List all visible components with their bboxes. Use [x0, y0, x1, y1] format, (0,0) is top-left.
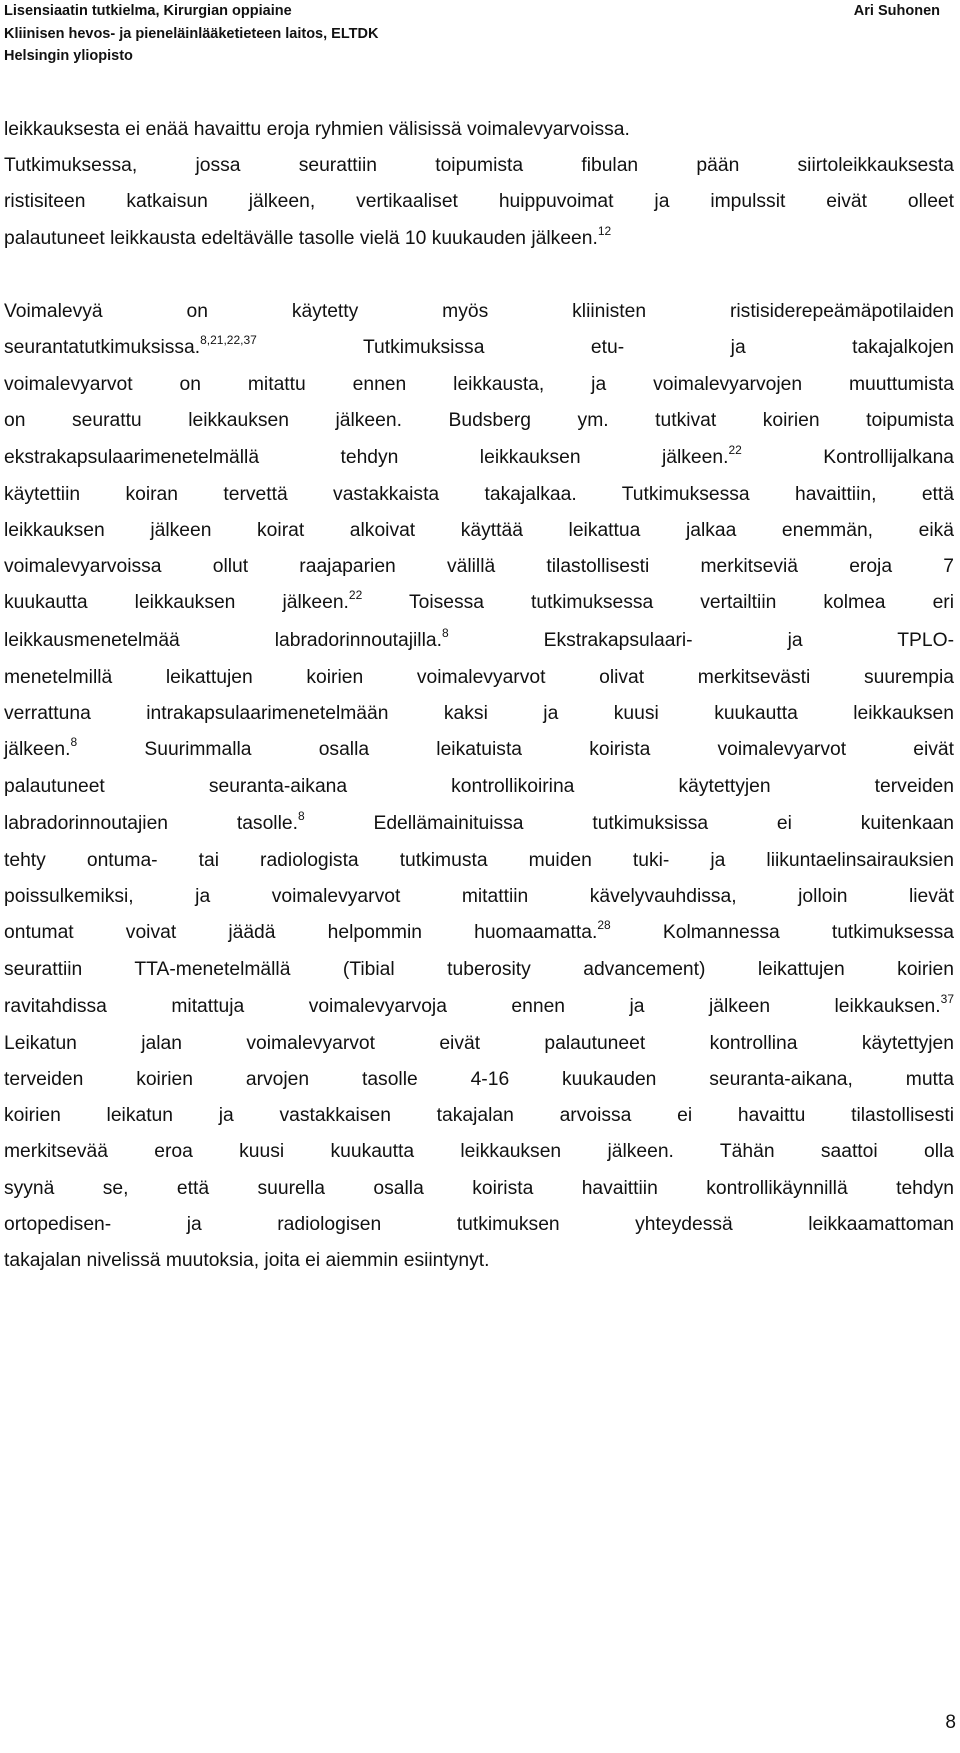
text-line	[4, 989, 954, 1026]
text-line: palautuneet seuranta-aikana kontrollikoirina käytettyjen terveiden	[4, 776, 954, 798]
text-line	[4, 806, 954, 843]
text-line: terveiden koirien arvojen tasolle 4-16 kuukauden seuranta-aikana, mutta	[4, 1069, 954, 1091]
department-name: Kliinisen hevos- ja pieneläinlääketieteen laitos, ELTDK	[4, 25, 379, 42]
text-span: kuukautta leikkauksen jälkeen.	[4, 592, 349, 614]
text-line: takajalan nivelissä muutoksia, joita ei aiemmin esiintynyt.	[4, 1250, 490, 1272]
university-name: Helsingin yliopisto	[4, 48, 133, 64]
page-number: 8	[945, 1712, 956, 1733]
text-line: Tutkimuksessa, jossa seurattiin toipumista fibulan pään siirtoleikkauksesta	[4, 155, 954, 177]
paragraph-gap	[4, 258, 954, 294]
paragraph-2	[4, 294, 954, 1279]
text-line: leikkauksen jälkeen koirat alkoivat käyttää leikattua jalkaa enemmän, eikä	[4, 520, 954, 542]
text-span: Kontrollijalkana	[823, 446, 955, 468]
paragraph-1	[4, 112, 954, 258]
text-span: ravitahdissa mitattuja voimalevyarvoja ennen ja jälkeen leikkauksen.	[4, 995, 941, 1017]
text-line: käytettiin koiran tervettä vastakkaista takajalkaa. Tutkimuksessa havaittiin, että	[4, 483, 954, 505]
text-line	[4, 221, 954, 258]
text-line	[4, 440, 954, 477]
text-line	[4, 915, 954, 952]
text-line: syynä se, että suurella osalla koirista havaittiin kontrollikäynnillä tehdyn	[4, 1177, 954, 1199]
text-line	[4, 330, 954, 367]
text-line: tehty ontuma- tai radiologista tutkimusta muiden tuki- ja liikuntaelinsairauksien	[4, 849, 954, 871]
text-span: Suurimmalla osalla leikatuista koirista voimalevyarvot eivät	[144, 739, 955, 761]
citation-ref: 37	[940, 991, 954, 1006]
citation-ref: 28	[597, 918, 611, 933]
text-line: merkitsevää eroa kuusi kuukautta leikkauksen jälkeen. Tähän saattoi olla	[4, 1141, 954, 1163]
text-line	[4, 585, 954, 622]
text-line: poissulkemiksi, ja voimalevyarvot mitattiin kävelyvauhdissa, jolloin lievät	[4, 886, 954, 908]
text-span: leikkausmenetelmää labradorinnoutajilla.	[4, 629, 442, 651]
text-line: seurattiin TTA-menetelmällä (Tibial tuberosity advancement) leikattujen koirien	[4, 959, 954, 981]
text-span: palautuneet leikkausta edeltävälle tasolle vielä 10 kuukauden jälkeen.	[4, 227, 598, 249]
text-line: ortopedisen- ja radiologisen tutkimuksen yhteydessä leikkaamattoman	[4, 1213, 954, 1235]
page-header	[4, 0, 954, 68]
document-body	[4, 112, 954, 1279]
text-line: on seurattu leikkauksen jälkeen. Budsberg ym. tutkivat koirien toipumista	[4, 410, 954, 432]
citation-ref: 12	[597, 223, 612, 238]
citation-ref: 22	[348, 588, 363, 603]
text-span: Edellämainituissa tutkimuksissa ei kuitenkaan	[373, 812, 954, 834]
citation-ref: 22	[728, 442, 742, 457]
text-line	[4, 732, 954, 769]
text-span: Tutkimuksissa etu- ja takajalkojen	[363, 337, 954, 359]
text-line: voimalevyarvoissa ollut raajaparien välillä tilastollisesti merkitseviä eroja 7	[4, 556, 954, 578]
text-span: ekstrakapsulaarimenetelmällä tehdyn leikkauksen jälkeen.	[4, 446, 729, 468]
text-line: leikkauksesta ei enää havaittu eroja ryhmien välisissä voimalevyarvoissa.	[4, 119, 630, 140]
text-line: koirien leikatun ja vastakkaisen takajalan arvoissa ei havaittu tilastollisesti	[4, 1105, 954, 1127]
text-line: Leikatun jalan voimalevyarvot eivät palautuneet kontrollina käytettyjen	[4, 1032, 954, 1054]
text-line: menetelmillä leikattujen koirien voimalevyarvot olivat merkitsevästi suurempia	[4, 666, 954, 688]
author-name: Ari Suhonen	[853, 3, 940, 19]
text-span: Kolmannessa tutkimuksessa	[662, 922, 955, 944]
text-span: labradorinnoutajien tasolle.	[4, 812, 298, 834]
citation-ref: 8	[441, 625, 449, 640]
text-span: seurantatutkimuksissa.	[4, 337, 201, 359]
header-line-1	[4, 0, 954, 23]
text-span: Ekstrakapsulaari- ja TPLO-	[543, 629, 954, 651]
text-line: verrattuna intrakapsulaarimenetelmään kaksi ja kuusi kuukautta leikkauksen	[4, 703, 954, 725]
citation-ref: 8	[70, 735, 78, 750]
citation-ref: 8	[297, 808, 305, 823]
text-line: Voimalevyä on käytetty myös kliinisten ristisiderepeämäpotilaiden	[4, 300, 954, 322]
text-line: ristisiteen katkaisun jälkeen, vertikaaliset huippuvoimat ja impulssit eivät olleet	[4, 191, 954, 213]
citation-ref: 8,21,22,37	[200, 333, 257, 348]
text-line: voimalevyarvot on mitattu ennen leikkausta, ja voimalevyarvojen muuttumista	[4, 374, 954, 396]
text-span: ontumat voivat jäädä helpommin huomaamatta.	[4, 922, 598, 944]
thesis-title: Lisensiaatin tutkielma, Kirurgian oppiaine	[4, 3, 292, 19]
text-line	[4, 623, 954, 660]
text-span: jälkeen.	[4, 739, 71, 761]
text-span: Toisessa tutkimuksessa vertailtiin kolmea eri	[408, 592, 955, 614]
